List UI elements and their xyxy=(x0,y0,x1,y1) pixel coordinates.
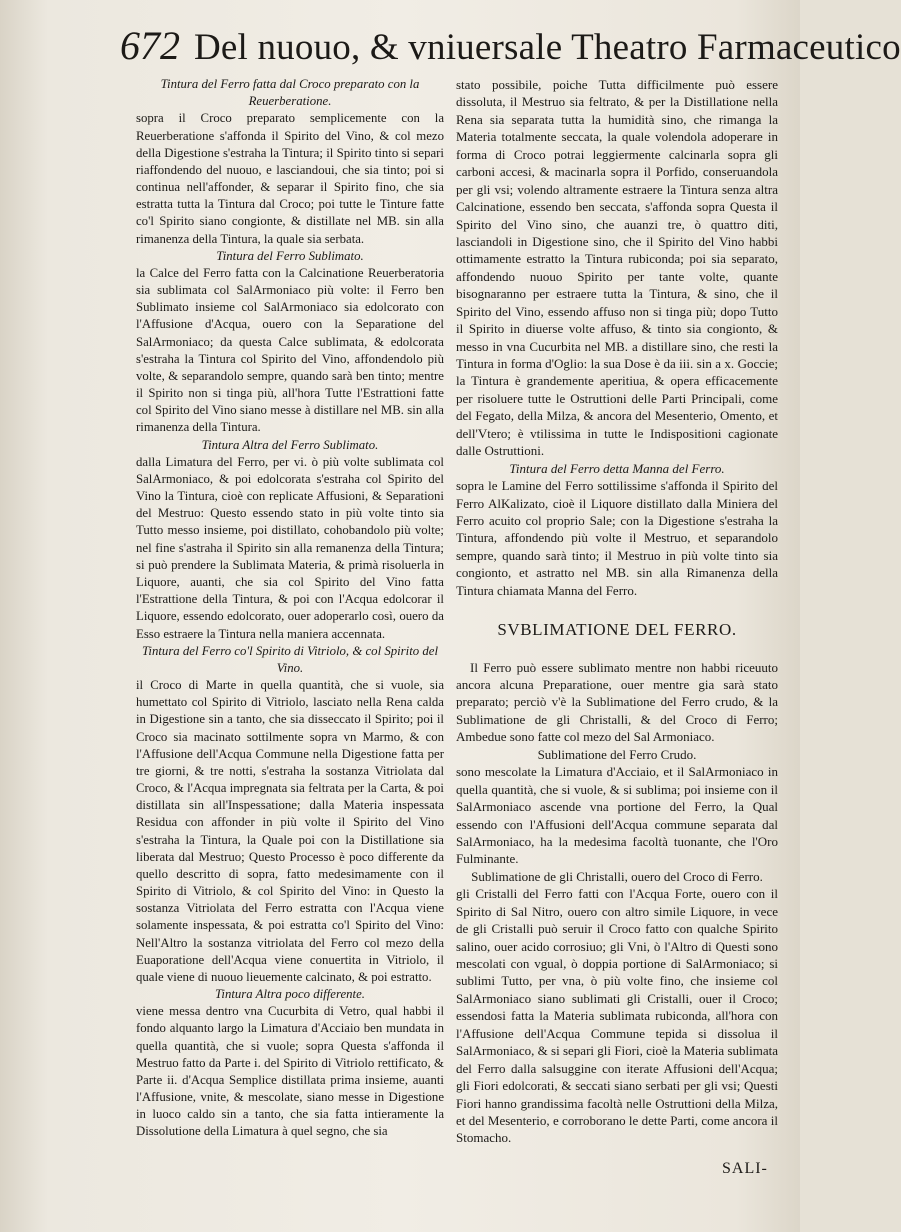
recipe-heading: Tintura del Ferro co'l Spirito di Vitriolo, & col Spirito del Vino. xyxy=(142,643,438,675)
running-title: Del nuouo, & vniuersale Theatro Farmaceutico xyxy=(194,27,901,68)
text-paragraph: Il Ferro può essere sublimato mentre non habbi riceuuto ancora alcuna Preparatione, ouer mentre gia sarà stato preparato; perciò v'è la Sublimatione del Ferro crudo, & la Sublimatione de gli Christalli, & del Croco di Ferro; Ambedue sono fatte col mezo del Sal Armoniaco. xyxy=(456,659,778,745)
left-column xyxy=(136,76,444,1141)
recipe-heading: Tintura del Ferro fatta dal Croco preparato con la Reuerberatione. xyxy=(160,77,420,109)
section-title: SVBLIMATIONE DEL FERRO. xyxy=(497,620,737,640)
page-number: 672 xyxy=(120,23,180,68)
text-paragraph: il Croco di Marte in quella quantità, che si vuole, sia humettato col Spirito di Vitriolo, lasciato nella Rena calda in Digestione sin a tanto, che sia disseccato il Spirito; poi il Croco sia macinato sottilmente sopra vn Marmo, & con l'Affusione dell'Acqua Commune nella Digestione fatta per tre giorni, & tre notti, s'estraha la sostanza Vitriolata dal Croco, & l'Acqua impregnata sia feltrata per la Carta, & poi distillata sin all'Inspessatione; dalla Materia inspessata Residua con affonder in più volte il Spirito del Vino s'estraha la Tintura, la Quale poi con la Distillatione sia liberata dal Mestruo; Questo Processo è poco differente da quello descritto di sopra, fatto medesimamente con il Spirito di Vitriolo, & col Spirito del Vino: in Questo la sostanza Vitriolata del Ferro estratta con l'Acqua viene solamente inspessata, & poi estratta co'l Spirito del Vino: Nell'Altro la sostanza vitriolata del Ferro col mezo della Euaporatione dell'Acqua viene conuertita in Vitriolo, il quale viene di nuouo lieuemente calcinato, & poi estratto. xyxy=(136,678,444,984)
text-paragraph: stato possibile, poiche Tutta difficilmente può essere dissoluta, il Mestruo sia feltrato, & per la Distillatione nella Rena sia separata tutta la humidità sino, che rimanga la Materia totalmente seccata, la quale volendola adoperare in forma di Croco potrai leggiermente calcinarla sopra gli carboni accesi, & macinarla sopra il Porfido, conseruandola per gli vsi; volendo altramente estraere la Tintura senza altra Calcinatione, essendo ben seccata, s'affonda sopra Questa il Spirito del Vino sino, che auanzi tre, ò quattro diti, lasciandoli in Digestione sino, che il Spirito del Vino habbi ottimamente estratto la Tintura rubiconda; poi sia separato, affondendo nuouo Spirito per tante volte, quante bisognaranno per estraere tutta la Tintura, & sino, che il Spirito del Vino, essendo affuso non si tinga più; dopo Tutto il Spirito in diuerse volte affuso, & tinto sia congionto, & messo in vna Cucurbita nel MB. a distillare sino, che resti la Tintura in forma d'Oglio: la sua Dose è da iii. sin a x. Goccie; la Tintura è grandemente aperitiua, & opera efficacemente per risoluere tutte le Ostruttioni delle Parti Principali, come del Fegato, della Milza, & ancora del Mesenterio, Omento, et dell'Vtero; è vtilissima in tutte le Indispositioni cagionate dalle Ostruttioni. xyxy=(456,77,778,459)
catchword: SALI- xyxy=(722,1160,768,1177)
text-paragraph: dalla Limatura del Ferro, per vi. ò più volte sublimata col SalArmoniaco, & poi edolcorata s'estraha col Spirito del Vino la Tintura, cioè con replicate Affusioni, & Separationi del Mestruo: Questo essendo stato in più volte tinto sia Tutto messo insieme, poi distillato, cohobandolo più volte; nel fine s'astraha il Spirito sin alla remanenza della Tintura; si può prendere la Sublimata Materia, & primà risoluerla in Liquore, auanti, che sia col Spirito del Vino fatta l'Estrattione della Tintura, & poi con l'Acqua edolcorar il Liquore, essendo edolcorato, ouer adoperarlo così, ouero da Esso estraere la Tintura nella maniera accennata. xyxy=(136,454,444,641)
text-paragraph: sopra le Lamine del Ferro sottilissime s'affonda il Spirito del Ferro AlKalizato, cioè il Liquore distillato dalla Miniera del Ferro acuito col proprio Sale; con la Digestione s'estraha la Tintura, affondendo più volte il Mestruo, et separandolo sempre, quando sarà tinto; il Mestruo in più volte tinto sia congionto, et astratto nel MB. sin alla Rimanenza della Tintura chiamata Manna del Ferro. xyxy=(456,478,778,598)
text-paragraph: la Calce del Ferro fatta con la Calcinatione Reuerberatoria sia sublimata col SalArmoniaco più volte: il Ferro ben Sublimato insieme col SalArmoniaco sia edolcorato con l'Affusione d'Acqua, ouero con la Separatione del SalArmoniaco; da questa Calce sublimata, & edolcorata s'estraha la Tintura col Spirito del Vino, affondendolo più volte, & separandolo sempre, quando sarà ben tinto; mentre il Spirito non si tinga più, all'hora Tutte l'Estrattioni fatte col Spirito del Vino siano messe à distillare nel MB. sin alla rimanenza della Tintura. xyxy=(136,265,444,435)
text-paragraph: gli Cristalli del Ferro fatti con l'Acqua Forte, ouero con il Spirito di Sal Nitro, ouero con altro simile Liquore, in vece de gli Cristalli può seruir il Croco fatto con qualche Spirito salino, ouer acido corrosiuo; gli Vni, ò l'Altro di Questi sono mescolati con vgual, ò doppia portione di SalArmoniaco; si sublimi Tutto, per vna, ò più volte fino, che insieme col SalArmoniaco siano sublimati gli Cristalli, ouer il Croco; essendosi fatta la Materia sublimata rubiconda, all'hora con l'Affusione dell'Acqua Commune tepida si dissolua il SalArmoniaco, & si separi gli Fiori, cioè la Materia sublimata del Ferro dalla salsuggine con iterate Affusioni dell'Acqua; gli Fiori edolcorati, & seccati siano serbati per gli vsi; Questi Fiori hanno grandissima facoltà nelle Ostruttioni della Milza, et del Mesenterio, e corroborano le dette Parti, come ancora il Stomacho. xyxy=(456,886,778,1146)
recipe-heading: Tintura Altra poco differente. xyxy=(214,987,365,1002)
recipe-heading: Tintura del Ferro Sublimato. xyxy=(216,248,364,263)
right-column xyxy=(456,76,778,1147)
subsection-heading: Sublimatione de gli Christalli, ouero del Croco di Ferro. xyxy=(471,868,763,884)
text-paragraph: sopra il Croco preparato semplicemente con la Reuerberatione s'affonda il Spirito del Vino, & col mezo della Digestione s'estraha la Tintura; il Spirito tinto si separi riaffondendo del nuouo, e lasciandoui, che sia tinto; poi si continua nell'affonder, & separar il Spirito fino, che sia estratta tutta la Tintura dal Croco; poi tutte le Tinture fatte co'l Spirito siano congionte, & distillate nel MB. sin alla rimanenza della Tintura, la quale sia serbata. xyxy=(136,111,444,246)
page-header xyxy=(120,22,901,72)
recipe-heading: Tintura Altra del Ferro Sublimato. xyxy=(201,437,379,452)
recipe-heading: Tintura del Ferro detta Manna del Ferro. xyxy=(509,460,725,476)
text-paragraph: viene messa dentro vna Cucurbita di Vetro, qual habbi il fondo alquanto largo la Limatura d'Acciaio ben mundata in quella quantità, che si vuole; sopra Questa s'affonda il Mestruo fatto da Parte i. del Spirito di Vitriolo rettificato, & Parte ii. d'Acqua Semplice distillata prima insieme, auanti l'Affusione, vnite, & mescolate, siano messe in Digestione in luoco caldo sin a tanto, che sia fatta intieramente la Dissolutione della Limatura à quel segno, che sia xyxy=(136,1004,444,1139)
text-paragraph: sono mescolate la Limatura d'Acciaio, et il SalArmoniaco in quella quantità, che si vuole, & si sublima; poi insieme con il SalArmoniaco ascende vna portione del Ferro, la Qual essendo con l'Affusioni dell'Acqua commune separata dal SalArmoniaco, ha la medesima facoltà tuonante, che l'Oro Fulminante. xyxy=(456,764,778,867)
subsection-heading: Sublimatione del Ferro Crudo. xyxy=(537,746,697,762)
